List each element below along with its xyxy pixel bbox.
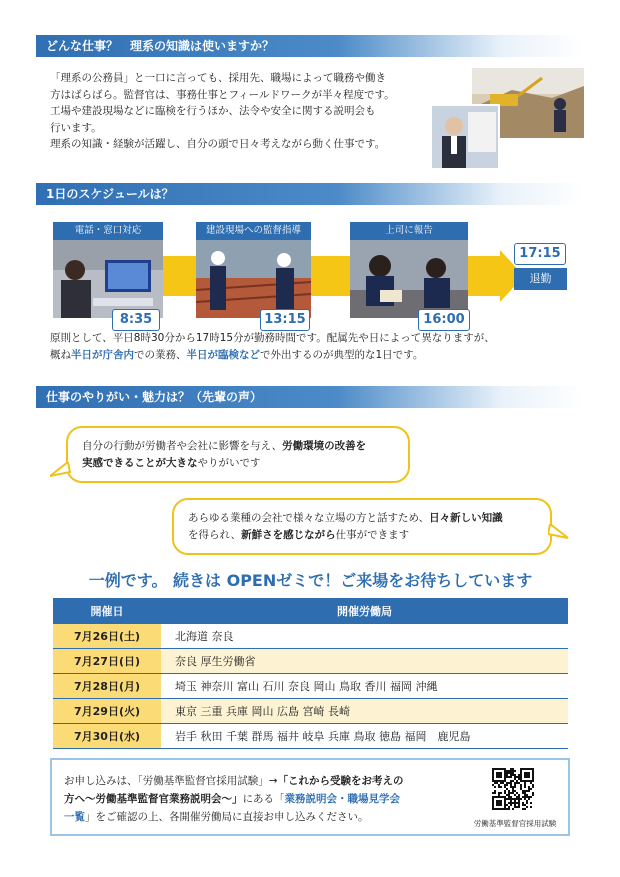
event-places: 北海道 奈良 xyxy=(161,624,568,649)
event-date: 7月26日(土) xyxy=(53,624,161,649)
application-text xyxy=(64,772,454,826)
event-schedule-table xyxy=(53,598,568,749)
note-text: 概ね xyxy=(50,349,71,361)
time-tag: 16:00 xyxy=(418,309,470,331)
voice-bubble-1 xyxy=(66,426,410,483)
table-header: 開催労働局 xyxy=(161,598,568,624)
bubble-text: 自分の行動が労働者や会社に影響を与え、 xyxy=(82,440,283,452)
table-header-row xyxy=(53,598,568,624)
bubble-emphasis: 実感できることが大きな xyxy=(82,457,198,469)
job-description-line: 工場や建設現場などに臨検を行うほか、法令や安全に関する説明会も xyxy=(50,105,376,117)
event-places: 埼玉 神奈川 富山 石川 奈良 岡山 鳥取 香川 福岡 沖縄 xyxy=(161,674,568,699)
note-text: での業務、 xyxy=(134,349,187,361)
event-places: 岩手 秋田 千葉 群馬 福井 岐阜 兵庫 鳥取 徳島 福岡 鹿児島 xyxy=(161,724,568,749)
qr-caption: 労働基準監督官採用試験 xyxy=(473,819,557,828)
app-text: 」をご確認の上、各開催労働局に直接お申し込みください。 xyxy=(85,811,369,823)
link-briefing-list[interactable]: 業務説明会・職場見学会 xyxy=(284,793,400,805)
event-date: 7月30日(水) xyxy=(53,724,161,749)
step-label: 電話・窓口対応 xyxy=(53,222,163,240)
schedule-note-line: 原則として、平日8時30分から17時15分が勤務時間です。配属先や日によって異なりますが、 xyxy=(50,332,495,344)
application-info-box xyxy=(50,758,570,836)
app-text: お申し込みは、「労働基準監督官採用試験」→ xyxy=(64,775,278,787)
event-date: 7月27日(日) xyxy=(53,649,161,674)
bubble-text: あらゆる業種の会社で様々な立場の方と話すため、 xyxy=(188,512,430,524)
event-places: 奈良 厚生労働省 xyxy=(161,649,568,674)
schedule-note xyxy=(50,330,590,364)
bubble-tail-icon xyxy=(548,524,570,542)
schedule-note-line xyxy=(50,347,590,364)
highlight-inspection: 半日が臨検など xyxy=(186,349,260,361)
event-places: 東京 三重 兵庫 岡山 広島 宮崎 長崎 xyxy=(161,699,568,724)
bubble-emphasis: 労働環境の改善を xyxy=(282,440,367,452)
qr-code-icon[interactable] xyxy=(492,768,534,810)
end-time-tag: 17:15 xyxy=(514,243,566,265)
job-description-line: 方はばらばら。監督官は、事務仕事とフィールドワークが半々程度です。 xyxy=(50,88,395,101)
end-label: 退勤 xyxy=(514,268,567,290)
bubble-emphasis: 日々新しい知識 xyxy=(429,512,503,524)
report-meeting-photo xyxy=(350,240,468,318)
table-row xyxy=(53,724,568,749)
note-text: で外出するのが典型的な1日です。 xyxy=(260,349,424,361)
table-row xyxy=(53,674,568,699)
app-text: にある「 xyxy=(242,793,285,805)
job-description-line: 理系の知識・経験が活躍し、自分の頭で日々考えながら動く仕事です。 xyxy=(50,138,386,150)
time-tag: 8:35 xyxy=(112,309,160,331)
presenter-photo xyxy=(430,104,500,170)
construction-inspection-photo xyxy=(196,240,311,318)
bubble-text: やりがいです xyxy=(197,457,261,469)
job-description-line: 行います。 xyxy=(50,121,102,134)
event-date: 7月29日(火) xyxy=(53,699,161,724)
bubble-emphasis: 新鮮さを感じながら xyxy=(241,529,336,541)
table-row xyxy=(53,624,568,649)
link-briefing-list[interactable]: 一覧 xyxy=(64,811,85,823)
table-row xyxy=(53,649,568,674)
app-emphasis: 方へ～労働基準監督官業務説明会～」 xyxy=(64,793,243,805)
step-label: 建設現場への監督指導 xyxy=(196,222,311,240)
section-header-job: どんな仕事？ 理系の知識は使いますか？ xyxy=(36,35,584,57)
cta-title: 一例です。 続きは OPENゼミで！ご来場をお待ちしています xyxy=(88,571,533,590)
app-emphasis: 「これから受験をお考えの xyxy=(277,775,404,787)
event-date: 7月28日(月) xyxy=(53,674,161,699)
job-description-line: 「理系の公務員」と一口に言っても、採用先、職場によって職務や働き xyxy=(50,72,386,84)
table-header: 開催日 xyxy=(53,598,161,624)
phone-desk-photo xyxy=(53,240,163,318)
step-label: 上司に報告 xyxy=(350,222,468,240)
bubble-tail-icon xyxy=(50,462,72,480)
section-header-rewards: 仕事のやりがい・魅力は？（先輩の声） xyxy=(36,386,584,408)
table-row xyxy=(53,699,568,724)
voice-bubble-2 xyxy=(172,498,552,555)
bubble-text: 仕事ができます xyxy=(335,529,410,541)
job-description xyxy=(50,70,430,153)
time-tag: 13:15 xyxy=(260,309,310,331)
bubble-text: を得られ、 xyxy=(188,529,242,541)
highlight-office: 半日が庁舎内 xyxy=(71,349,134,361)
section-header-schedule: 1日のスケジュールは？ xyxy=(36,183,584,205)
